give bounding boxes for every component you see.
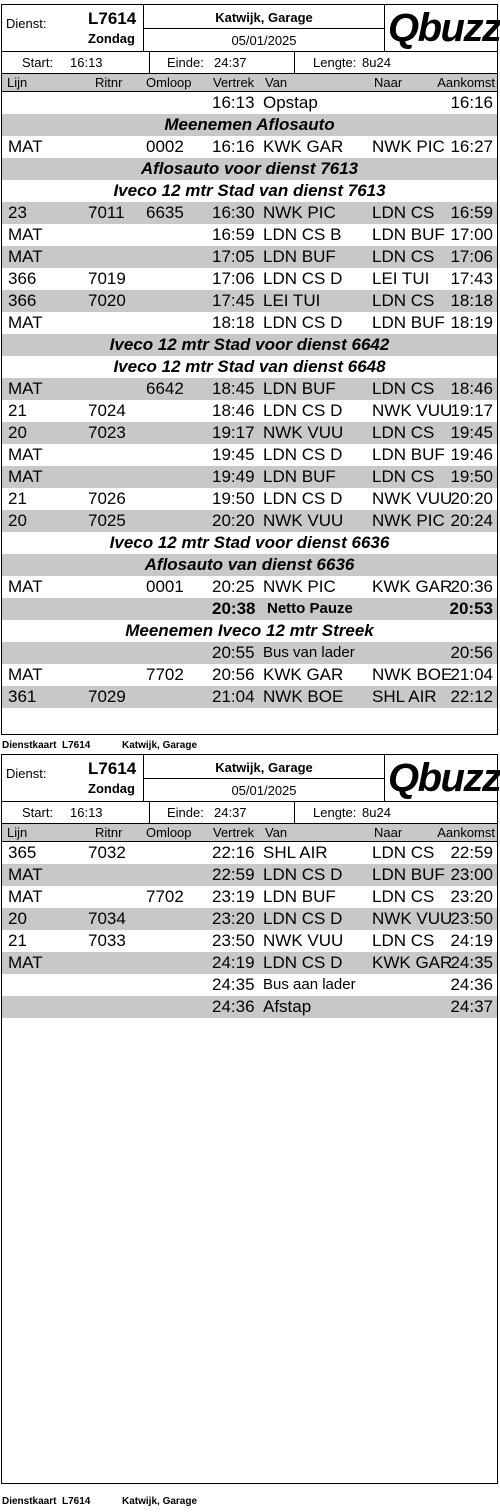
col-aankomst: Aankomst [437,75,495,90]
cell-ritnr: 7032 [88,843,126,862]
section-title: Meenemen Iveco 12 mtr Streek [125,621,374,640]
cell-vertrek: 16:13 [212,93,255,112]
section-title: Iveco 12 mtr Stad van dienst 6648 [113,357,386,376]
cell-vertrek: 16:16 [212,137,255,156]
cell-ritnr: 7033 [88,931,126,950]
cell-van: KWK GAR [263,665,344,684]
date: 05/01/2025 [231,33,297,48]
cell-aankomst: 17:00 [450,225,493,244]
cell-vertrek: 23:20 [212,909,255,928]
qbuzz-logo: Qbuzz [388,756,500,800]
cell-vertrek: 19:49 [212,467,255,486]
section-title: Aflosauto voor dienst 7613 [140,159,359,178]
cell-naar: LDN CS [372,203,435,222]
cell-vertrek: 20:38 [212,599,256,618]
cell-naar: LDN CS [372,887,435,906]
cell-naar: LDN CS [372,291,435,310]
cell-aankomst: 17:43 [450,269,493,288]
cell-van: Bus aan lader [263,976,356,993]
cell-omloop: 0002 [146,137,184,156]
col-omloop: Omloop [146,825,192,840]
location: Katwijk, Garage [215,760,313,775]
cell-naar: SHL AIR [372,687,437,706]
cell-vertrek: 24:36 [212,997,255,1016]
end-time: 24:37 [214,805,247,820]
cell-ritnr: 7029 [88,687,126,706]
cell-naar: LDN CS [372,423,435,442]
cell-van: Opstap [263,93,318,112]
cell-aankomst: 22:59 [450,843,493,862]
cell-vertrek: 19:17 [212,423,255,442]
cell-lijn: MAT [8,577,43,596]
col-lijn: Lijn [7,825,28,840]
cell-lijn: 20 [8,423,27,442]
cell-vertrek: 17:45 [212,291,255,310]
col-aankomst: Aankomst [437,825,495,840]
end-label: Einde: [167,55,204,70]
cell-van: NWK VUU [263,511,344,530]
cell-van: NWK VUU [263,931,344,950]
col-ritnr: Ritnr [95,75,123,90]
cell-naar: NWK VUU [372,401,453,420]
trip-row [2,930,497,952]
section-title-row [2,554,497,576]
cell-van: NWK PIC [263,577,336,596]
cell-aankomst: 24:37 [450,997,493,1016]
dienst-code: L7614 [88,9,137,28]
cell-vertrek: 16:30 [212,203,255,222]
col-van: Van [265,825,288,840]
section-title: Meenemen Aflosauto [164,115,335,134]
trip-row [2,952,497,974]
cell-aankomst: 20:53 [449,599,493,618]
cell-van: Netto Pauze [267,600,353,617]
cell-van: LDN BUF [263,467,336,486]
cell-ritnr: 7024 [88,401,126,420]
cell-naar: LDN CS [372,843,435,862]
trip-row [2,996,497,1018]
col-vertrek: Vertrek [213,75,255,90]
trip-row [2,510,497,532]
divider [143,28,385,29]
cell-vertrek: 17:05 [212,247,255,266]
cell-lijn: MAT [8,247,43,266]
cell-vertrek: 20:20 [212,511,255,530]
trip-row [2,378,497,400]
cell-aankomst: 23:00 [450,865,493,884]
cell-lijn: MAT [8,379,43,398]
cell-naar: NWK VUU [372,909,453,928]
trip-row [2,466,497,488]
cell-omloop: 7702 [146,887,184,906]
trip-row [2,136,497,158]
cell-naar: LEI TUI [372,269,430,288]
trip-row [2,664,497,686]
column-header [2,824,497,842]
end-label: Einde: [167,805,204,820]
cell-van: LDN CS D [263,445,343,464]
cell-aankomst: 17:06 [450,247,493,266]
col-naar: Naar [374,825,403,840]
trip-row [2,224,497,246]
cell-vertrek: 19:50 [212,489,255,508]
trip-row [2,312,497,334]
cell-vertrek: 23:19 [212,887,255,906]
divider [294,52,295,73]
cell-aankomst: 19:17 [450,401,493,420]
trip-row [2,400,497,422]
footer-location: Katwijk, Garage [122,1496,198,1507]
cell-aankomst: 19:50 [450,467,493,486]
footer-label: Dienstkaart [2,740,57,751]
cell-aankomst: 16:59 [450,203,493,222]
cell-vertrek: 24:35 [212,975,255,994]
cell-naar: NWK BOE [372,665,453,684]
footer-code: L7614 [62,740,91,751]
cell-aankomst: 18:46 [450,379,493,398]
dienst-label: Dienst: [6,766,47,781]
cell-aankomst: 23:20 [450,887,493,906]
cell-lijn: MAT [8,865,43,884]
cell-naar: LDN CS [372,379,435,398]
cell-vertrek: 18:46 [212,401,255,420]
cell-vertrek: 17:06 [212,269,255,288]
cell-aankomst: 19:45 [450,423,493,442]
cell-naar: LDN BUF [372,865,445,884]
cell-lijn: 20 [8,511,27,530]
cell-lijn: 21 [8,401,27,420]
divider [149,52,150,73]
length-label: Lengte: [313,55,357,70]
col-ritnr: Ritnr [95,825,123,840]
start-time: 16:13 [70,805,103,820]
cell-omloop: 6635 [146,203,184,222]
end-time: 24:37 [214,55,247,70]
cell-naar: NWK PIC [372,511,445,530]
section-title: Iveco 12 mtr Stad voor dienst 6636 [109,533,390,552]
cell-van: SHL AIR [263,843,328,862]
col-naar: Naar [374,75,403,90]
cell-van: Afstap [263,997,312,1016]
trip-row [2,92,497,114]
cell-van: NWK VUU [263,423,344,442]
cell-lijn: 21 [8,931,27,950]
section-title-row [2,158,497,180]
cell-van: LDN CS D [263,953,343,972]
trip-row [2,488,497,510]
trip-row [2,908,497,930]
cell-naar: LDN BUF [372,445,445,464]
trip-row [2,444,497,466]
cell-lijn: MAT [8,313,43,332]
column-header [2,74,497,92]
cell-lijn: 21 [8,489,27,508]
cell-lijn: MAT [8,467,43,486]
cell-lijn: 365 [8,843,37,862]
cell-van: LDN CS D [263,401,343,420]
trip-row [2,686,497,708]
footer-code: L7614 [62,1496,91,1507]
location: Katwijk, Garage [215,10,313,25]
section-title-row [2,180,497,202]
cell-vertrek: 16:59 [212,225,255,244]
cell-aankomst: 18:19 [450,313,493,332]
trip-row [2,642,497,664]
cell-naar: LDN BUF [372,225,445,244]
cell-lijn: MAT [8,137,43,156]
col-vertrek: Vertrek [213,825,255,840]
cell-vertrek: 22:16 [212,843,255,862]
cell-vertrek: 23:50 [212,931,255,950]
times-bar [2,802,497,824]
cell-aankomst: 16:27 [450,137,493,156]
cell-vertrek: 18:45 [212,379,255,398]
cell-vertrek: 24:19 [212,953,255,972]
dienst-label: Dienst: [6,16,47,31]
cell-vertrek: 20:56 [212,665,255,684]
cell-omloop: 6642 [146,379,184,398]
start-time: 16:13 [70,55,103,70]
section-title: Iveco 12 mtr Stad voor dienst 6642 [109,335,390,354]
cell-van: LDN CS D [263,269,343,288]
duty-card-page-1 [1,4,498,735]
cell-ritnr: 7011 [88,203,125,222]
cell-lijn: 361 [8,687,37,706]
cell-van: LDN BUF [263,887,336,906]
divider [149,802,150,823]
cell-vertrek: 21:04 [212,687,255,706]
cell-van: NWK BOE [263,687,344,706]
cell-lijn: 366 [8,291,37,310]
cell-aankomst: 20:56 [450,643,493,662]
cell-aankomst: 20:36 [450,577,493,596]
trip-row [2,246,497,268]
cell-van: LDN CS D [263,313,343,332]
card-header [2,755,500,802]
cell-vertrek: 18:18 [212,313,255,332]
cell-aankomst: 23:50 [450,909,493,928]
cell-vertrek: 22:59 [212,865,255,884]
cell-van: LDN CS D [263,865,343,884]
col-omloop: Omloop [146,75,192,90]
cell-omloop: 7702 [146,665,184,684]
duty-card-page-2 [1,754,498,1484]
section-title-row [2,620,497,642]
day-label: Zondag [88,31,135,46]
section-title: Iveco 12 mtr Stad van dienst 7613 [113,181,386,200]
cell-ritnr: 7034 [88,909,126,928]
divider [143,778,385,779]
length-label: Lengte: [313,805,357,820]
cell-naar: LDN CS [372,931,435,950]
cell-van: LDN CS D [263,909,343,928]
cell-naar: KWK GAR [372,953,453,972]
cell-vertrek: 19:45 [212,445,255,464]
cell-vertrek: 20:25 [212,577,255,596]
cell-lijn: MAT [8,665,43,684]
cell-ritnr: 7019 [88,269,126,288]
date: 05/01/2025 [231,783,297,798]
trip-row [2,864,497,886]
col-lijn: Lijn [7,75,28,90]
section-title-row [2,532,497,554]
length-value: 8u24 [362,55,391,70]
trip-rows [2,842,497,1018]
cell-van: LDN CS B [263,225,342,244]
cell-naar: NWK VUU [372,489,453,508]
cell-lijn: MAT [8,445,43,464]
dienst-code: L7614 [88,759,137,778]
cell-van: LEI TUI [263,291,321,310]
cell-van: Bus van lader [263,644,355,661]
day-label: Zondag [88,781,135,796]
cell-vertrek: 20:55 [212,643,255,662]
qbuzz-logo: Qbuzz [388,6,500,50]
trip-row [2,576,497,598]
cell-van: LDN BUF [263,379,336,398]
footer-label: Dienstkaart [2,1496,57,1507]
cell-omloop: 0001 [146,577,184,596]
trip-row [2,268,497,290]
card-header [2,5,500,52]
cell-van: NWK PIC [263,203,336,222]
cell-van: KWK GAR [263,137,344,156]
cell-ritnr: 7020 [88,291,126,310]
cell-aankomst: 16:16 [450,93,493,112]
cell-aankomst: 21:04 [450,665,493,684]
trip-row [2,886,497,908]
cell-lijn: 366 [8,269,37,288]
cell-lijn: 23 [8,203,27,222]
cell-aankomst: 20:20 [450,489,493,508]
cell-lijn: MAT [8,953,43,972]
section-title-row [2,356,497,378]
col-van: Van [265,75,288,90]
section-title-row [2,114,497,136]
cell-naar: LDN CS [372,467,435,486]
cell-ritnr: 7023 [88,423,126,442]
cell-aankomst: 18:18 [450,291,493,310]
section-title: Aflosauto van dienst 6636 [144,555,355,574]
cell-aankomst: 24:35 [450,953,493,972]
start-label: Start: [22,805,54,820]
cell-aankomst: 24:36 [450,975,493,994]
trip-row [2,422,497,444]
cell-aankomst: 20:24 [450,511,493,530]
cell-ritnr: 7025 [88,511,126,530]
start-label: Start: [22,55,54,70]
pause-row [2,598,497,620]
trip-row [2,202,497,224]
trip-row [2,842,497,864]
section-title-row [2,334,497,356]
length-value: 8u24 [362,805,391,820]
cell-naar: LDN CS [372,247,435,266]
trip-row [2,290,497,312]
cell-aankomst: 24:19 [450,931,493,950]
trip-row [2,974,497,996]
cell-lijn: MAT [8,225,43,244]
cell-naar: LDN BUF [372,313,445,332]
cell-aankomst: 19:46 [450,445,493,464]
cell-lijn: 20 [8,909,27,928]
trip-rows [2,92,497,708]
cell-ritnr: 7026 [88,489,126,508]
cell-lijn: MAT [8,887,43,906]
cell-naar: NWK PIC [372,137,445,156]
cell-aankomst: 22:12 [450,687,493,706]
cell-van: LDN CS D [263,489,343,508]
footer-location: Katwijk, Garage [122,740,198,751]
times-bar [2,52,497,74]
divider [294,802,295,823]
cell-naar: KWK GAR [372,577,453,596]
cell-van: LDN BUF [263,247,336,266]
